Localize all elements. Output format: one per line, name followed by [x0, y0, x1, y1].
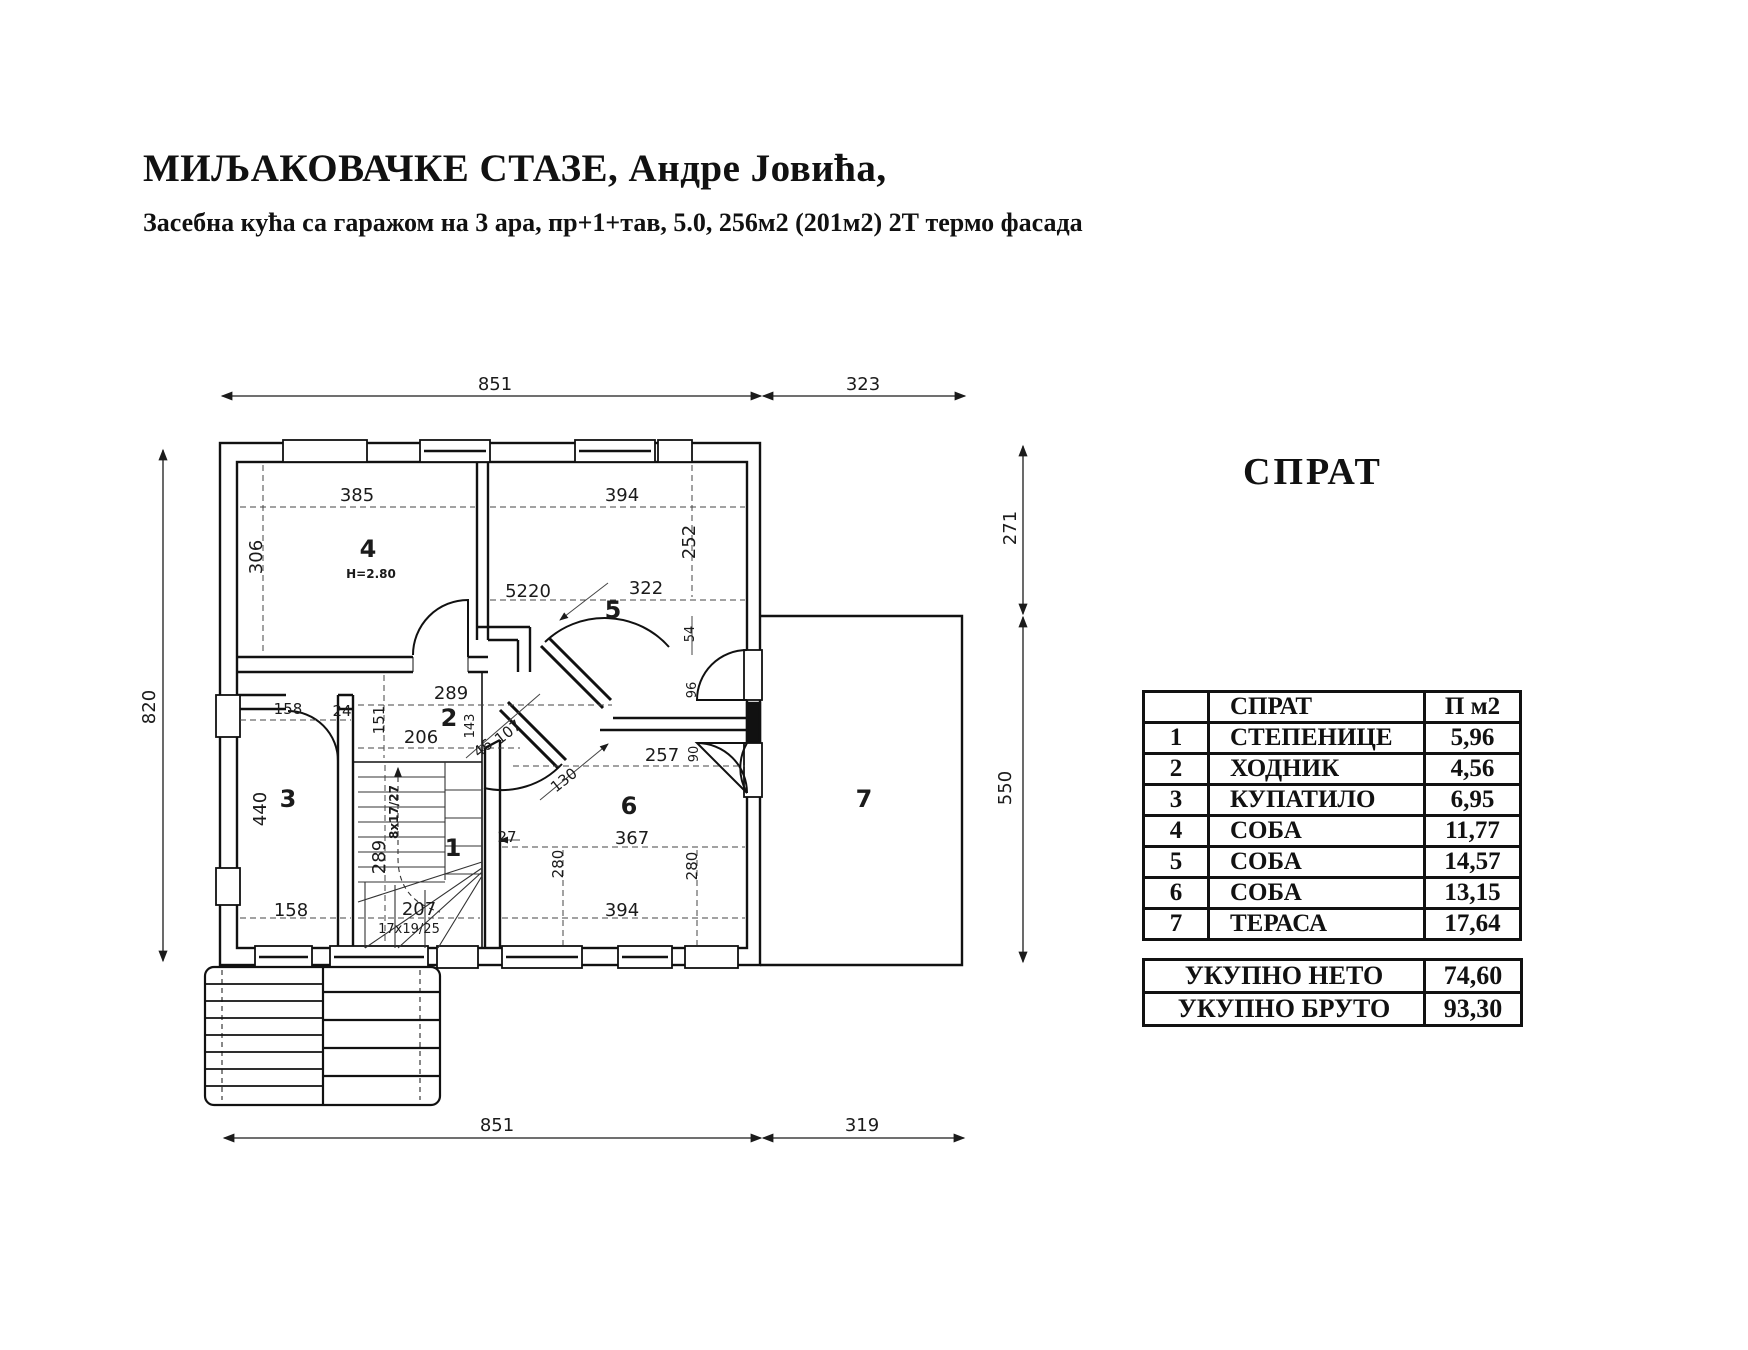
dimension-label: 385 [339, 485, 375, 506]
row-name: СТЕПЕНИЦЕ [1209, 723, 1425, 754]
table-row [1144, 723, 1521, 754]
dimension-label: 323 [845, 374, 881, 395]
table-row [1144, 878, 1521, 909]
room-number: 4 [359, 535, 377, 563]
dimension-label: 130 [547, 764, 581, 796]
total-label: УКУПНО НЕТО [1144, 960, 1425, 993]
dimension-label: 851 [479, 1115, 515, 1136]
dimension-label: 550 [995, 770, 1016, 806]
room-number: 6 [620, 792, 638, 820]
row-num: 6 [1144, 878, 1209, 909]
dimension-label: 46 [469, 735, 496, 762]
dimension-label: 306 [246, 539, 267, 575]
table-row [1144, 785, 1521, 816]
row-name: СОБА [1209, 847, 1425, 878]
dimension-label: 322 [628, 578, 664, 599]
dimension-label: 143 [463, 713, 478, 739]
document-subtitle: Засебна кућа са гаражом на 3 ара, пр+1+тав, 5.0, 256м2 (201м2) 2Т термо фасада [143, 208, 1083, 237]
totals-row [1144, 993, 1522, 1026]
dimension-label: 289 [369, 839, 390, 875]
table-row [1144, 816, 1521, 847]
table-row [1144, 847, 1521, 878]
dimension-label: 27 [497, 828, 517, 846]
row-area: 14,57 [1425, 847, 1521, 878]
dimension-label: 96 [685, 681, 700, 699]
row-num: 4 [1144, 816, 1209, 847]
room-number: 1 [444, 834, 462, 862]
exterior-stairs [205, 967, 440, 1105]
row-area: 17,64 [1425, 909, 1521, 940]
room-number: 7 [855, 785, 873, 813]
total-value: 74,60 [1425, 960, 1522, 993]
dimension-label: 5220 [505, 581, 551, 602]
dimension-label: 107 [491, 716, 525, 748]
room-number: 5 [604, 596, 622, 624]
areas-table [1142, 690, 1522, 941]
row-name: ТЕРАСА [1209, 909, 1425, 940]
dimension-label: 24 [332, 702, 352, 720]
row-area: 5,96 [1425, 723, 1521, 754]
dimension-label: 90 [687, 745, 702, 763]
dimension-label: 17x19/25 [378, 922, 440, 937]
dimension-label: 158 [273, 900, 309, 921]
dimension-label: 851 [477, 374, 513, 395]
dimension-label: 394 [604, 900, 640, 921]
totals-row [1144, 960, 1522, 993]
row-name: СОБА [1209, 816, 1425, 847]
dimension-label: 54 [683, 625, 698, 643]
row-num: 1 [1144, 723, 1209, 754]
table-header-row [1144, 692, 1521, 723]
room-number: 3 [279, 785, 297, 813]
table-row [1144, 909, 1521, 940]
total-value: 93,30 [1425, 993, 1522, 1026]
row-area: 4,56 [1425, 754, 1521, 785]
dimension-label: 151 [370, 705, 388, 735]
total-label: УКУПНО БРУТО [1144, 993, 1425, 1026]
row-name: СОБА [1209, 878, 1425, 909]
dimension-label: 252 [679, 524, 700, 560]
document-title: МИЉАКОВАЧКЕ СТАЗЕ, Андре Јовића, [143, 147, 887, 190]
room-number: 2 [440, 704, 458, 732]
row-area: 11,77 [1425, 816, 1521, 847]
dimension-label: 820 [139, 689, 160, 725]
table-row [1144, 754, 1521, 785]
dimension-label: 367 [614, 828, 650, 849]
dimension-label: 206 [403, 727, 439, 748]
totals-table [1142, 958, 1523, 1027]
row-num: 5 [1144, 847, 1209, 878]
row-area: 6,95 [1425, 785, 1521, 816]
floor-heading: СПРАТ [1243, 451, 1383, 493]
row-num: 3 [1144, 785, 1209, 816]
row-num: 2 [1144, 754, 1209, 785]
dimension-label: 257 [644, 745, 680, 766]
header-area-cell: П м2 [1425, 692, 1521, 723]
dimension-label: 394 [604, 485, 640, 506]
dimension-label: 271 [1000, 510, 1021, 546]
dimension-label: 280 [549, 849, 567, 879]
header-num-cell [1144, 692, 1209, 723]
row-name: КУПАТИЛО [1209, 785, 1425, 816]
walls [220, 443, 962, 965]
dimension-label: 280 [683, 851, 701, 881]
dimension-label: 207 [401, 899, 437, 920]
row-name: ХОДНИК [1209, 754, 1425, 785]
dimension-label: 440 [250, 791, 271, 827]
dimension-label: 319 [844, 1115, 880, 1136]
floor-plan-drawing [130, 330, 1060, 1180]
dimension-label: 8x17/27 [387, 785, 401, 839]
header-name-cell: СПРАТ [1209, 692, 1425, 723]
row-num: 7 [1144, 909, 1209, 940]
dimension-label: 158 [273, 700, 303, 718]
dimension-label: 289 [433, 683, 469, 704]
room-height-label: H=2.80 [346, 567, 396, 581]
row-area: 13,15 [1425, 878, 1521, 909]
